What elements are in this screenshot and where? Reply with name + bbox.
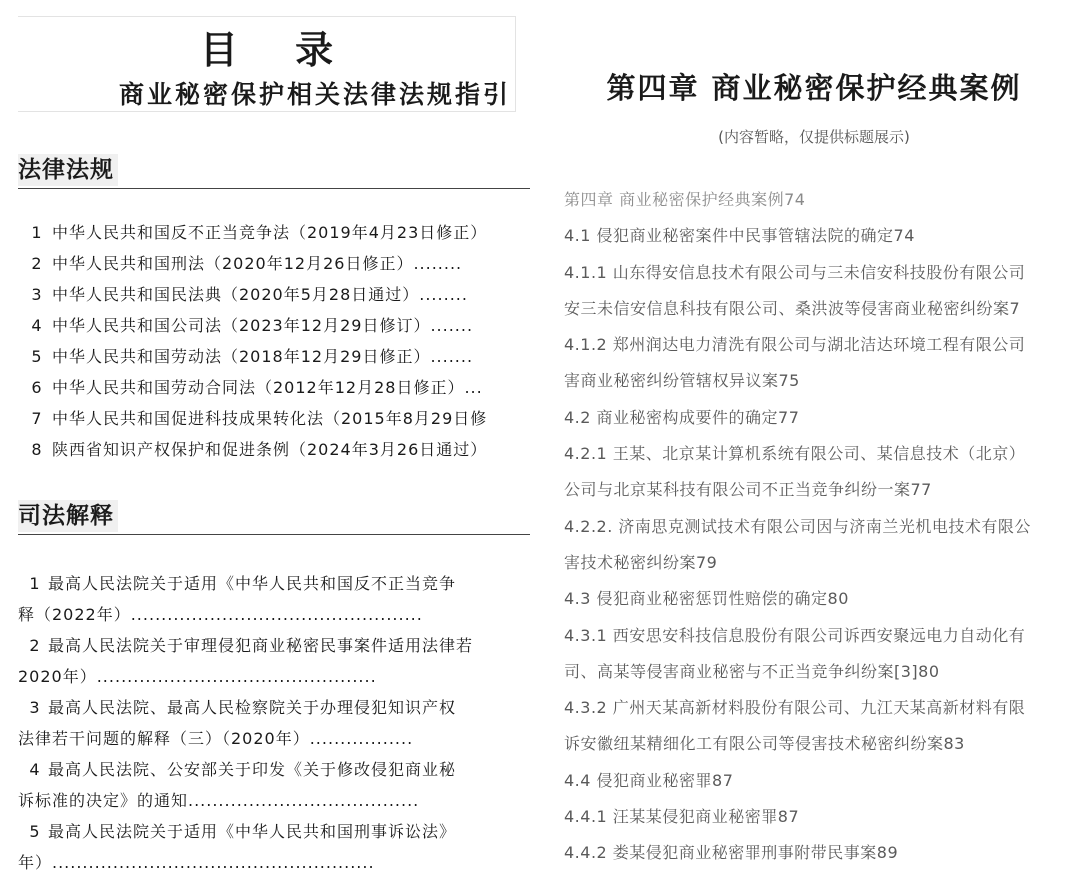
- case-entry[interactable]: 4.2.2. 济南思克测试技术有限公司因与济南兰光机电技术有限公: [564, 516, 1031, 536]
- case-entry[interactable]: 4.3 侵犯商业秘密惩罚性赔偿的确定80: [564, 589, 849, 609]
- toc-entry-title: 中华人民共和国公司法（2023年12月29日修订）.......: [52, 316, 474, 335]
- case-entry[interactable]: 4.4 侵犯商业秘密罪87: [564, 770, 734, 790]
- toc-entry-number: 1: [29, 574, 41, 593]
- toc-entry-number: 3: [31, 285, 43, 304]
- toc-entry[interactable]: [18, 434, 535, 465]
- left-page: [0, 0, 535, 872]
- case-entry[interactable]: 安三未信安信息科技有限公司、桑洪波等侵害商业秘密纠纷案7: [564, 298, 1021, 318]
- toc-entry-number: 4: [31, 316, 43, 335]
- title-box: [18, 16, 516, 112]
- toc-entry[interactable]: [18, 568, 535, 630]
- section-heading-judicial-label: 司法解释: [18, 500, 118, 532]
- toc-entry-line: [18, 630, 535, 661]
- toc-entry-number: 6: [31, 378, 43, 397]
- toc-entry[interactable]: [18, 754, 535, 816]
- case-entry[interactable]: 4.1.1 山东得安信息技术有限公司与三未信安科技股份有限公司: [564, 262, 1026, 282]
- toc-entry-title: 最高人民法院关于审理侵犯商业秘密民事案件适用法律若: [48, 636, 474, 655]
- toc-entry-title: 中华人民共和国促进科技成果转化法（2015年8月29日修: [52, 409, 488, 428]
- toc-entry[interactable]: [18, 372, 535, 403]
- toc-entry-number: 7: [31, 409, 43, 428]
- toc-entry-number: 5: [31, 347, 43, 366]
- toc-entry[interactable]: [18, 310, 535, 341]
- chapter-title: 第四章 商业秘密保护经典案例: [606, 71, 1022, 105]
- toc-entry-number: 1: [31, 223, 43, 242]
- toc-entry[interactable]: [18, 279, 535, 310]
- case-entry[interactable]: 公司与北京某科技有限公司不正当竞争纠纷一案77: [564, 480, 932, 500]
- toc-entry-title: 中华人民共和国劳动法（2018年12月29日修正）.......: [52, 347, 474, 366]
- toc-entry-title: 中华人民共和国刑法（2020年12月26日修正）........: [52, 254, 463, 273]
- toc-entry-title: 陕西省知识产权保护和促进条例（2024年3月26日通过）: [52, 440, 488, 459]
- toc-entry-line: [18, 692, 535, 723]
- right-page: [548, 0, 1080, 872]
- toc-entry[interactable]: [18, 341, 535, 372]
- toc-entry[interactable]: [18, 403, 535, 434]
- toc-entry-continuation: 诉标准的决定》的通知......................................: [18, 791, 420, 810]
- case-entry[interactable]: 4.1 侵犯商业秘密案件中民事管辖法院的确定74: [564, 226, 915, 246]
- section-heading-laws: [18, 154, 530, 189]
- toc-entry-title: 最高人民法院关于适用《中华人民共和国反不正当竞争: [48, 574, 457, 593]
- toc-entry-continuation: 法律若干问题的解释（三）（2020年）.................: [18, 729, 414, 748]
- case-entry[interactable]: 害商业秘密纠纷管辖权异议案75: [564, 371, 800, 391]
- toc-entry-line: [18, 754, 535, 785]
- toc-entry-title: 中华人民共和国劳动合同法（2012年12月28日修正）...: [52, 378, 483, 397]
- toc-entry-title: 最高人民法院、公安部关于印发《关于修改侵犯商业秘: [48, 760, 457, 779]
- toc-entry[interactable]: [18, 630, 535, 692]
- toc-entry-number: 2: [29, 636, 41, 655]
- toc-entry-continuation: 释（2022年）................................................: [18, 605, 423, 624]
- case-entry[interactable]: 司、高某等侵害商业秘密与不正当竞争纠纷案[3]80: [564, 661, 940, 681]
- toc-entry-number: 3: [29, 698, 41, 717]
- content-note: (内容暂略，仅提供标题展示): [718, 128, 910, 146]
- case-entry[interactable]: 害技术秘密纠纷案79: [564, 552, 718, 572]
- toc-entry-number: 4: [29, 760, 41, 779]
- judicial-list: [18, 568, 535, 872]
- toc-entry[interactable]: [18, 248, 535, 279]
- page-subtitle: 商业秘密保护相关法律法规指引: [118, 80, 511, 109]
- case-list: [564, 182, 1080, 872]
- toc-entry-number: 2: [31, 254, 43, 273]
- laws-list: [18, 217, 535, 465]
- toc-entry[interactable]: [18, 816, 535, 872]
- toc-entry-line: [18, 816, 535, 847]
- toc-entry-line: [18, 568, 535, 599]
- toc-entry-title: 中华人民共和国反不正当竞争法（2019年4月23日修正）: [52, 223, 488, 242]
- case-entry[interactable]: 4.4.1 汪某某侵犯商业秘密罪87: [564, 807, 800, 827]
- toc-entry-title: 中华人民共和国民法典（2020年5月28日通过）........: [52, 285, 468, 304]
- case-entry[interactable]: 诉安徽纽某精细化工有限公司等侵害技术秘密纠纷案83: [564, 734, 965, 754]
- toc-entry-continuation: 年）.....................................................: [18, 853, 375, 872]
- case-entry[interactable]: 4.1.2 郑州润达电力清洗有限公司与湖北洁达环境工程有限公司: [564, 335, 1026, 355]
- case-entry[interactable]: 4.3.1 西安思安科技信息股份有限公司诉西安聚远电力自动化有: [564, 625, 1026, 645]
- toc-entry[interactable]: [18, 692, 535, 754]
- toc-entry-title: 最高人民法院、最高人民检察院关于办理侵犯知识产权: [48, 698, 457, 717]
- case-entry[interactable]: 第四章 商业秘密保护经典案例74: [564, 190, 806, 209]
- toc-entry-number: 5: [29, 822, 41, 841]
- section-heading-laws-label: 法律法规: [18, 154, 118, 186]
- case-entry[interactable]: 4.2.1 王某、北京某计算机系统有限公司、某信息技术（北京）: [564, 444, 1026, 464]
- case-entry[interactable]: 4.2 商业秘密构成要件的确定77: [564, 407, 800, 427]
- toc-entry[interactable]: [18, 217, 535, 248]
- case-entry[interactable]: 4.3.2 广州天某高新材料股份有限公司、九江天某高新材料有限: [564, 698, 1026, 718]
- section-heading-judicial: [18, 500, 530, 535]
- toc-entry-continuation: 2020年）..............................................: [18, 667, 377, 686]
- toc-entry-number: 8: [31, 440, 43, 459]
- case-entry[interactable]: 4.4.2 娄某侵犯商业秘密罪刑事附带民事案89: [564, 843, 899, 863]
- toc-entry-title: 最高人民法院关于适用《中华人民共和国刑事诉讼法》: [48, 822, 457, 841]
- page-title: 目 录: [199, 28, 356, 72]
